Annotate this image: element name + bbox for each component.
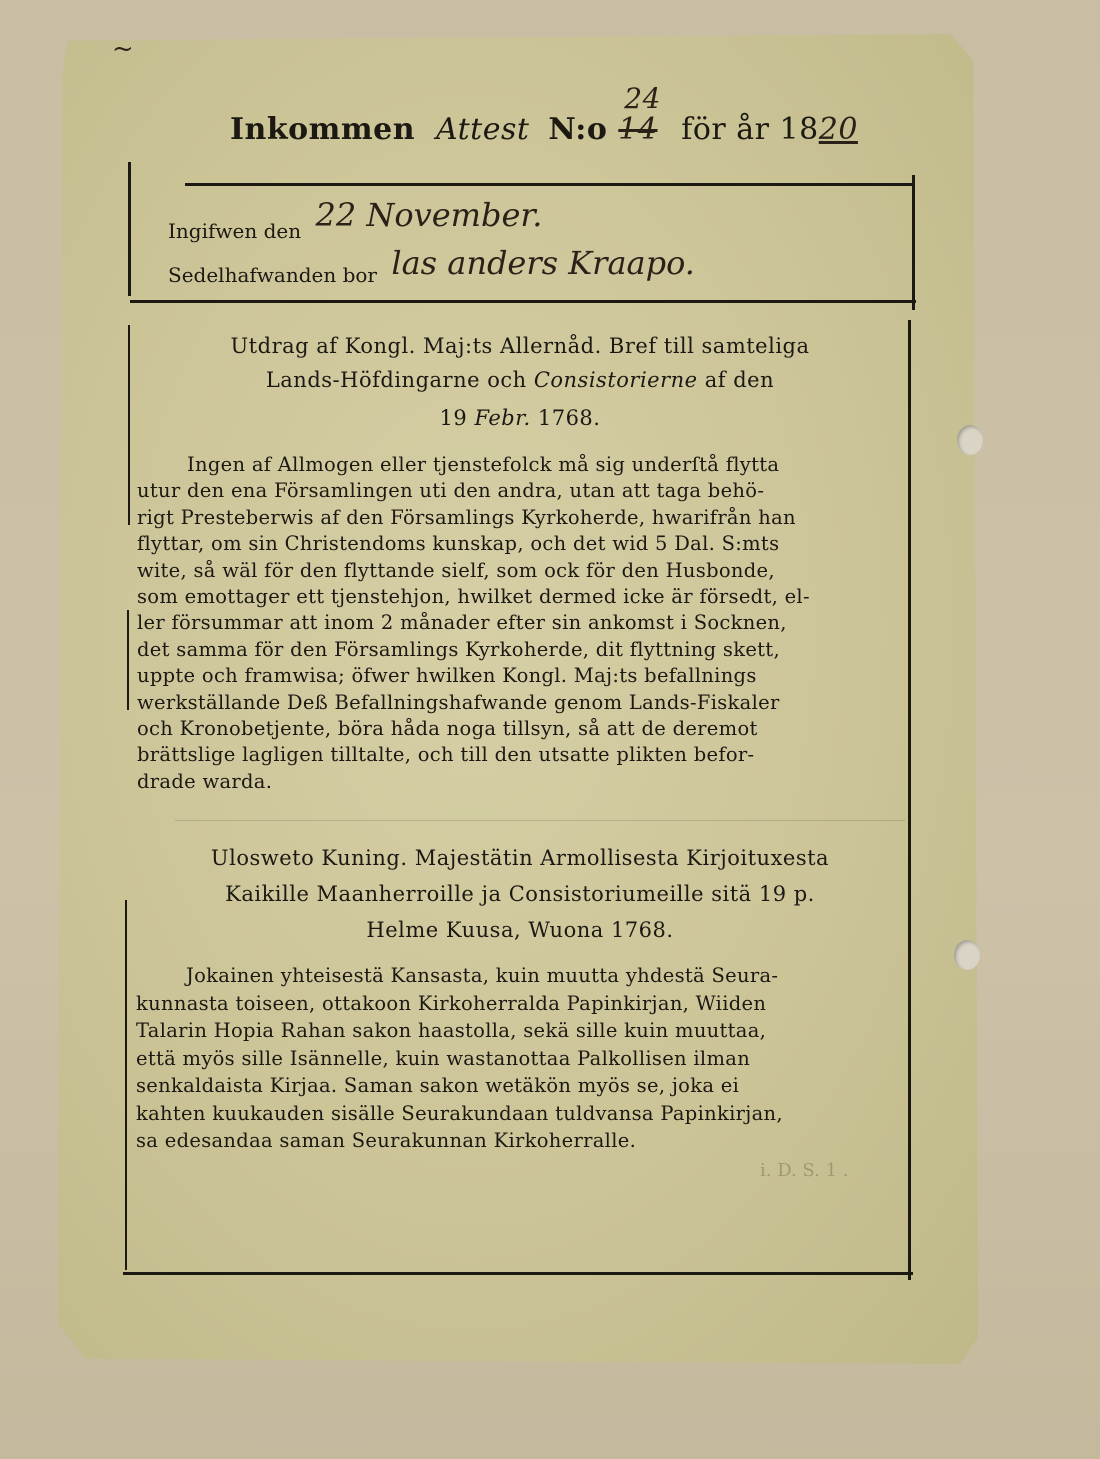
sedel-row: [168, 244, 695, 290]
year-label: för år 18: [681, 112, 819, 147]
ingifwen-row: [168, 196, 543, 246]
punch-hole-top: [957, 425, 983, 455]
finnish-line: kunnasta toiseen, ottakoon Kirkoherralda Papinkirjan, Wiiden: [136, 991, 767, 1015]
finnish-section: [130, 846, 910, 956]
swedish-title-2a: Lands-Höfdingarne och: [265, 368, 527, 392]
swedish-line: och Kronobetjente, böra håda noga tillsyn, så att de deremot: [137, 717, 758, 741]
finnish-line: Jokainen yhteisestä Kansasta, kuin muutta yhdestä Seura-: [186, 964, 779, 987]
finnish-body: [136, 962, 898, 1155]
finnish-title-1: Ulosweto Kuning. Majestätin Armollisesta Kirjoituxesta: [210, 846, 830, 870]
sedel-value: las anders Kraapo.: [391, 244, 695, 282]
section-divider: [175, 820, 905, 821]
swedish-title-2b: Consistorierne: [533, 368, 698, 392]
main-frame-left-lower: [125, 900, 127, 1270]
ingifwen-label: Ingifwen den: [168, 219, 302, 243]
swedish-line: rigt Presteberwis af den Församlings Kyrkoherde, hwarifrån han: [137, 505, 796, 529]
corner-mark: ~: [112, 34, 134, 64]
swedish-title-2c: af den: [704, 368, 775, 392]
swedish-title-3c: 1768.: [537, 406, 601, 430]
number-value: 24: [624, 82, 661, 115]
finnish-title-2: Kaikille Maanherroille ja Consistoriumeille sitä 19 p.: [225, 882, 815, 906]
finnish-line: kahten kuukauden sisälle Seurakundaan tuldvansa Papinkirjan,: [136, 1101, 783, 1125]
inkommen-label: Inkommen: [230, 112, 416, 147]
swedish-title-1: Utdrag af Kongl. Maj:ts Allernåd. Bref till samteliga: [230, 334, 810, 358]
swedish-line: brättslige lagligen tilltalte, och till den utsatte plikten befor-: [137, 743, 755, 767]
faint-stamp: i. D. S. 1 .: [760, 1160, 849, 1181]
swedish-line: uppte och framwisa; öfwer hwilken Kongl. Maj:ts befallnings: [137, 664, 757, 688]
swedish-line: drade warda.: [137, 769, 273, 793]
swedish-title-3a: 19: [439, 406, 468, 430]
finnish-line: senkaldaista Kirjaa. Saman sakon wetäkön myös se, joka ei: [136, 1074, 740, 1097]
number-label: N:o: [548, 112, 608, 147]
main-frame-bottom: [123, 1272, 913, 1275]
swedish-line: flyttar, om sin Christendoms kunskap, och det wid 5 Dal. S:mts: [137, 532, 780, 556]
swedish-line: wite, så wäl för den flyttande sielf, som ock för den Husbonde,: [137, 558, 775, 582]
finnish-line: sa edesandaa saman Seurakunnan Kirkoherralle.: [136, 1129, 637, 1152]
swedish-line: ler försummar att inom 2 månader efter sin ankomst i Socknen,: [137, 611, 787, 635]
attest-label: Attest: [435, 112, 530, 147]
sedel-label: Sedelhafwanden bor: [168, 263, 377, 287]
swedish-line: det samma för den Församlings Kyrkoherde, dit flyttning skett,: [137, 637, 780, 661]
swedish-body: [137, 452, 899, 795]
registration-box-bottom: [130, 300, 916, 303]
registration-box-top: [185, 183, 915, 186]
swedish-title-2: [130, 368, 910, 392]
finnish-line: että myös sille Isännelle, kuin wastanottaa Palkollisen ilman: [136, 1046, 751, 1070]
main-frame-left-mid: [127, 610, 129, 710]
finnish-line: Talarin Hopia Rahan sakon haastolla, sekä sille kuin muuttaa,: [136, 1019, 767, 1042]
swedish-line: som emottager ett tjenstehjon, hwilket dermed icke är försedt, el-: [137, 585, 810, 609]
swedish-line: Ingen af Allmogen eller tjenstefolck må sig underſtå flytta: [187, 453, 780, 476]
swedish-title-3b: Febr.: [474, 406, 531, 430]
swedish-line: utur den ena Församlingen uti den andra, utan att taga behö-: [137, 479, 765, 503]
finnish-title-3: Helme Kuusa, Wuona 1768.: [366, 918, 674, 942]
registration-box-right: [912, 175, 915, 310]
swedish-title-3: [130, 406, 910, 430]
punch-hole-bottom: [954, 940, 980, 970]
ingifwen-value: 22 November.: [315, 196, 543, 234]
header-line: [230, 82, 858, 147]
year-value: 20: [818, 112, 858, 147]
number-struck: 14: [618, 112, 658, 147]
registration-box-left: [128, 162, 131, 296]
swedish-line: werkställande Deß Befallningshafwande genom Lands-Fiskaler: [137, 690, 780, 714]
